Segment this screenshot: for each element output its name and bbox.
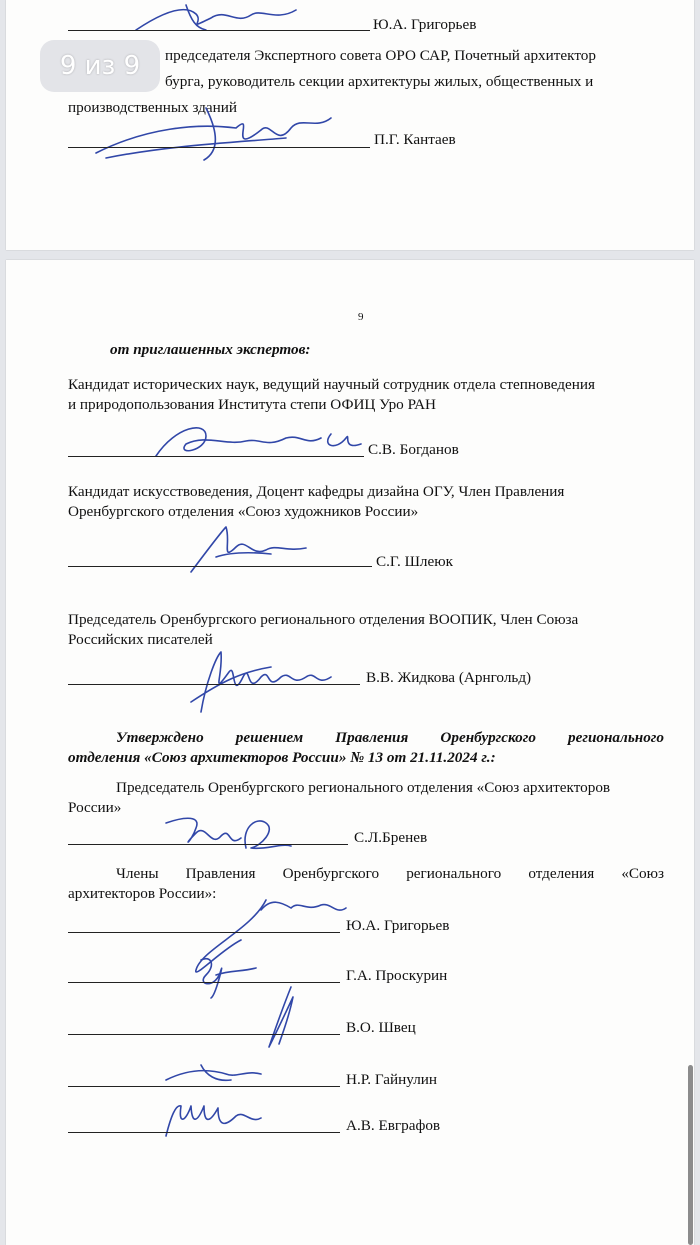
signature-line bbox=[68, 1132, 340, 1133]
chairman-name: С.Л.Бренев bbox=[354, 829, 428, 846]
signature-line bbox=[68, 844, 348, 845]
signature-line bbox=[68, 684, 360, 685]
signature-line bbox=[68, 147, 370, 148]
signature-brenev bbox=[156, 808, 296, 858]
signature-line bbox=[68, 1086, 340, 1087]
board-member-name: Ю.А. Григорьев bbox=[346, 917, 450, 934]
board-member-name: Н.Р. Гайнулин bbox=[346, 1071, 438, 1088]
signature-line bbox=[68, 566, 372, 567]
board-member-name: В.О. Швец bbox=[346, 1019, 416, 1036]
signature-line bbox=[68, 1034, 340, 1035]
position-text: бурга, руководитель секции архитектуры жилых, общественных и bbox=[165, 73, 594, 90]
signature-kantaev bbox=[86, 98, 346, 168]
board-member-name: Г.А. Проскурин bbox=[346, 967, 448, 984]
expert-position: Кандидат искусствоведения, Доцент кафедры дизайна ОГУ, Член Правления Оренбургского отделения «Союз художников России» bbox=[68, 483, 565, 520]
signatory-name: Ю.А. Григорьев bbox=[373, 16, 477, 33]
signature-shleyuk bbox=[176, 522, 316, 577]
document-page bbox=[6, 260, 694, 1245]
expert-position: Кандидат исторических наук, ведущий научный сотрудник отдела степноведения и природопользования Института степи ОФИЦ Уро РАН bbox=[68, 376, 595, 413]
signature-zhidkova bbox=[181, 642, 341, 722]
previous-page bbox=[6, 0, 694, 250]
signature-line bbox=[68, 932, 340, 933]
chairman-position: Председатель Оренбургского регионального отделения «Союз архитекторов России» bbox=[68, 779, 611, 816]
signature-bogdanov bbox=[146, 416, 376, 466]
expert-position: Председатель Оренбургского регионального отделения ВООПИК, Член Союза Российских писателей bbox=[68, 611, 579, 648]
expert-name: В.В. Жидкова (Арнгольд) bbox=[366, 669, 532, 686]
position-text: председателя Экспертного совета ОРО САР, Почетный архитектор bbox=[165, 47, 596, 64]
experts-heading: от приглашенных экспертов: bbox=[110, 341, 311, 358]
signature-line bbox=[68, 30, 370, 31]
page-indicator-badge: 9 из 9 bbox=[40, 40, 160, 92]
signature-evgrafov bbox=[156, 1096, 266, 1146]
signature-shvets bbox=[251, 982, 311, 1052]
expert-name: С.В. Богданов bbox=[368, 441, 459, 458]
page-number: 9 bbox=[358, 311, 364, 323]
approval-statement: Утверждено решением Правления Оренбургского регионального отделения «Союз архитекторов России» № 13 от 21.11.2024 г.: bbox=[68, 729, 664, 766]
signature-line bbox=[68, 456, 364, 457]
position-text: производственных зданий bbox=[68, 99, 238, 116]
board-members-heading: Члены Правления Оренбургского регионального отделения «Союз архитекторов России»: bbox=[68, 865, 664, 902]
scrollbar-thumb[interactable] bbox=[688, 1065, 693, 1245]
signatory-name: П.Г. Кантаев bbox=[374, 131, 456, 148]
board-member-name: А.В. Евграфов bbox=[346, 1117, 441, 1134]
signature-grigoriev-top bbox=[126, 0, 306, 40]
expert-name: С.Г. Шлеюк bbox=[376, 553, 453, 570]
